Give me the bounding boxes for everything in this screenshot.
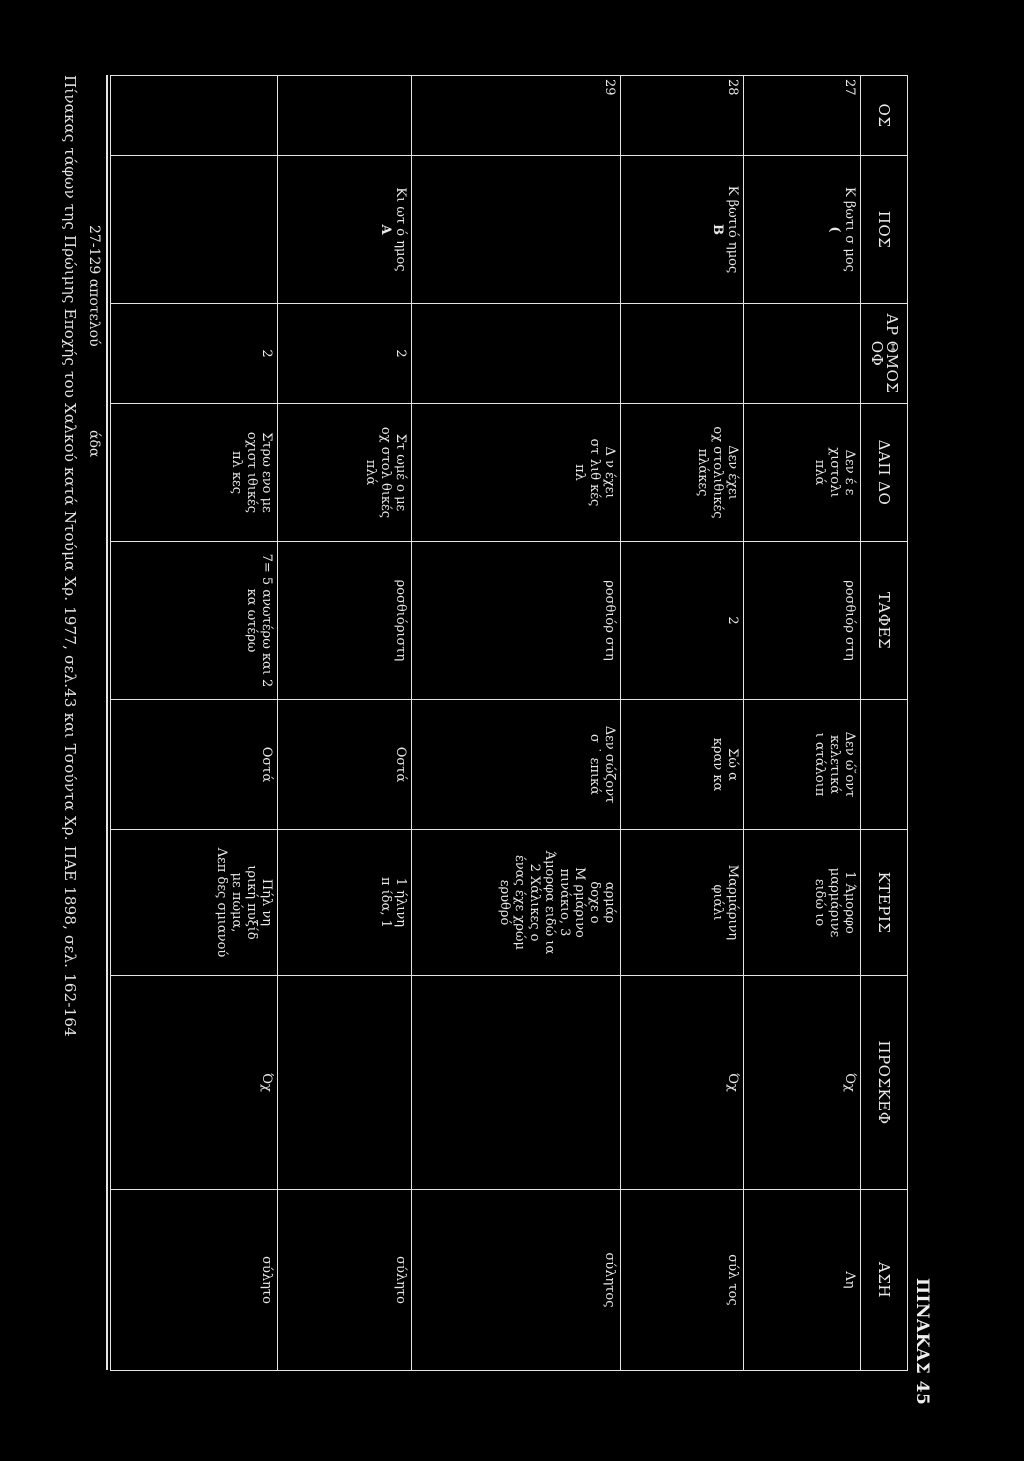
cell-state: σύλητο <box>111 1190 278 1371</box>
header-cell: ΟΣ <box>861 76 908 156</box>
cell-bones <box>278 700 412 830</box>
cell-line: με πώμα, <box>229 872 245 933</box>
cell-count <box>620 304 743 404</box>
cell-type <box>278 156 412 304</box>
cell-num: 27 <box>744 76 861 156</box>
cell-goods <box>278 830 412 976</box>
table-row <box>278 76 412 1371</box>
cell-line: 1 ήλινη <box>392 877 408 928</box>
cell-state: σύλητος <box>411 1190 620 1371</box>
cell-goods <box>111 830 278 976</box>
footer-rule <box>106 75 108 1370</box>
cell-line: Σώ α <box>725 748 741 781</box>
cell-pillow: Όχ <box>744 976 861 1190</box>
table-row <box>111 76 278 1371</box>
header-cell <box>861 700 908 830</box>
cell-state: Λη <box>744 1190 861 1371</box>
cell-pillow <box>411 976 620 1190</box>
cell-line: Λεπ δες σμιανού <box>214 847 230 958</box>
cell-line: Στρω ενο με <box>259 432 275 513</box>
cell-line: Κ βωτιό ημος <box>725 185 741 274</box>
header-cell: ΤΑΦΕΣ <box>861 542 908 700</box>
cell-goods <box>620 830 743 976</box>
cell-pillow: Όχ <box>111 976 278 1190</box>
cell-line: μαρμάρινε <box>827 867 842 938</box>
cell-line: Α <box>377 224 393 235</box>
cell-line: οχ στολιθικές <box>710 426 726 519</box>
cell-type <box>620 156 743 304</box>
cell-num <box>278 76 412 156</box>
cell-line: ιρική πυξίδ <box>244 865 260 940</box>
cell-line: Μ ρμάρινο <box>571 867 587 938</box>
cell-type <box>111 156 278 304</box>
cell-burials: 2 <box>620 542 743 700</box>
header-cell: ΠΟΣ <box>861 156 908 304</box>
cell-goods <box>744 830 861 976</box>
cell-bones <box>111 700 278 830</box>
cell-burials: ροσθιόριστη <box>278 542 412 700</box>
cell-bones <box>744 700 861 830</box>
cell-count <box>411 304 620 404</box>
cell-line: χιστολι <box>827 447 842 498</box>
table-caption: Πίνακας τάφων της Πρώιμης Εποχής του Χαλκού κατά Ντούμα Χρ. 1977, σελ.43 και Τσούντα Χρ. ΠΑΕ 1898, σελ. 162-164 <box>61 75 79 1037</box>
cell-count: 2 <box>278 304 412 404</box>
table-row <box>411 76 620 1371</box>
cell-line: Δεν ώ ̆οντ <box>842 731 857 798</box>
cell-line: σ ˙ επικά <box>586 734 602 795</box>
cell-line: φιάλι <box>710 884 726 921</box>
cell-count <box>744 304 861 404</box>
cell-line: Στ ωμέ ο με <box>392 433 408 512</box>
cell-bones <box>620 700 743 830</box>
footer-left-text: 27-129 αποτελού <box>86 225 102 347</box>
cell-state: σύλ τος <box>620 1190 743 1371</box>
cell-burials: 7= 5 ανωτέρω και 2 κα ωτέρω <box>111 542 278 700</box>
header-cell: ΠΡΟΣΚΕΦ <box>861 976 908 1190</box>
cell-line: πλάκες <box>695 448 711 497</box>
cell-bones <box>411 700 620 830</box>
cell-goods <box>411 830 620 976</box>
header-cell: ΔΑΠ ΔΟ <box>861 404 908 542</box>
cell-line: οχ στολ θικές <box>377 426 393 519</box>
cell-line: πλ κες <box>229 450 245 495</box>
cell-line: Δεν σώζοντ <box>601 725 617 804</box>
cell-line: δοχε ο <box>586 881 602 924</box>
tombs-table <box>110 75 908 1371</box>
cell-line: Άμορφα ειδώ ια <box>541 850 557 955</box>
cell-line: κελετικά <box>827 734 842 795</box>
cell-num <box>111 76 278 156</box>
cell-line: π ίδα, 1 <box>377 877 393 928</box>
cell-line: πινάκιο, 3 <box>556 868 572 937</box>
cell-line: ( <box>827 226 842 233</box>
cell-line: κραν κα <box>710 737 726 792</box>
cell-floor <box>411 404 620 542</box>
cell-burials: ροσθιόρ στη <box>744 542 861 700</box>
cell-line: ερυθρό <box>496 879 512 926</box>
header-row <box>861 76 908 1371</box>
cell-line: Δεν έχει <box>725 445 741 500</box>
cell-pillow <box>278 976 412 1190</box>
cell-line: Β <box>710 224 726 235</box>
footer-right-text: άδα <box>86 430 102 458</box>
cell-line: Οστά <box>392 746 408 783</box>
cell-num: 29 <box>411 76 620 156</box>
cell-burials: ροσθιόρ στη <box>411 542 620 700</box>
cell-line: στ λιθ κές <box>586 438 602 507</box>
cell-line: πλά <box>812 459 827 486</box>
cell-line: Δ ν έχει <box>601 446 617 499</box>
cell-line: πλ <box>571 464 587 481</box>
cell-state: σύλητο <box>278 1190 412 1371</box>
cell-type <box>411 156 620 304</box>
cell-line: πλά <box>362 459 378 486</box>
cell-count: 2 <box>111 304 278 404</box>
table-title: ΠΙΝΑΚΑΣ 45 <box>912 1278 932 1406</box>
cell-num: 28 <box>620 76 743 156</box>
cell-line: 2 Χάλικες ο <box>526 863 542 942</box>
cell-floor <box>620 404 743 542</box>
cell-floor <box>278 404 412 542</box>
cell-line: Μαρμάρινη <box>725 864 741 941</box>
cell-floor <box>744 404 861 542</box>
cell-line: Κ βωτι σ μος <box>842 187 857 272</box>
header-cell: ΑΡ ΘΜΟΣ ΟΦ <box>861 304 908 404</box>
cell-line: Δεν έ ε <box>842 449 857 496</box>
table-row <box>620 76 743 1371</box>
cell-line: Πήλ νη <box>259 878 275 927</box>
cell-pillow: Όχ <box>620 976 743 1190</box>
cell-floor <box>111 404 278 542</box>
header-cell: ΑΣΗ <box>861 1190 908 1371</box>
cell-line: 1 Άμορφο <box>842 871 857 934</box>
header-cell: ΚΤΕΡΙΣ <box>861 830 908 976</box>
cell-type <box>744 156 861 304</box>
cell-line: Οστά <box>259 746 275 783</box>
cell-line: ειδώ ιο <box>812 878 827 927</box>
cell-line: αρμάρ <box>601 881 617 924</box>
cell-line: Κι ωτ ό ημος <box>392 187 408 272</box>
cell-line: οχιστ ιθικές <box>244 431 260 514</box>
table-row <box>744 76 861 1371</box>
cell-line: ένας έχε χρώμ <box>511 855 527 950</box>
cell-line: ι ατάλοιπ <box>812 732 827 797</box>
